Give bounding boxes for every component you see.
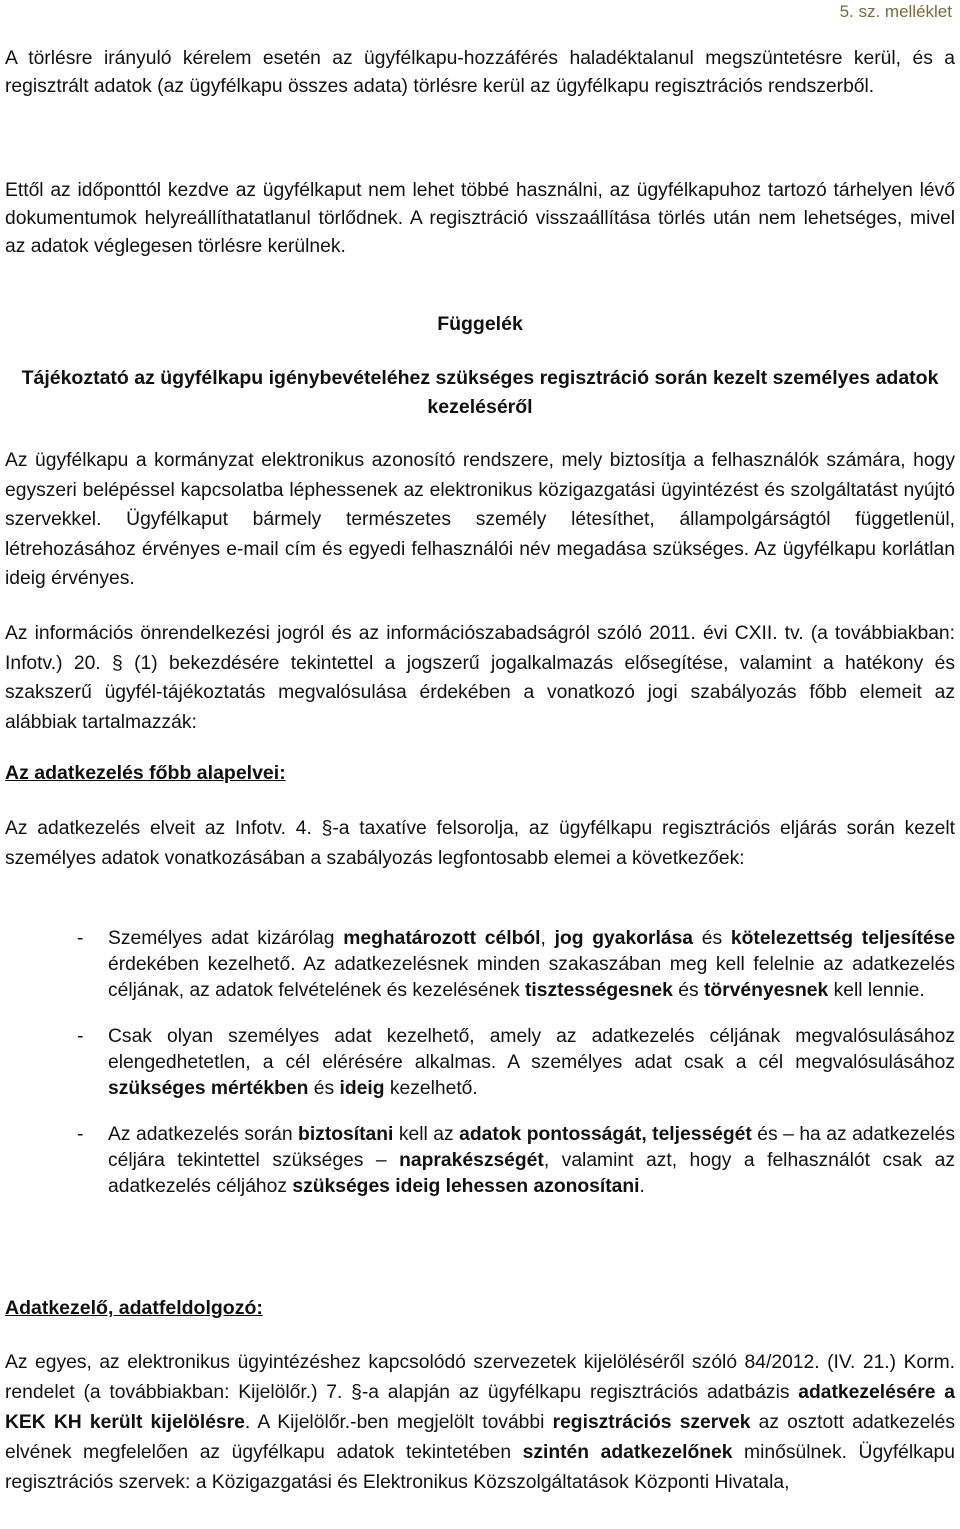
appendix-subtitle: Tájékoztató az ügyfélkapu igénybevételéhez szükséges regisztráció során kezelt személyes adatok kezeléséről [21,367,939,418]
bold-run: regisztrációs szervek [552,1412,751,1433]
text-run: Csak olyan személyes adat kezelhető, amely az adatkezelés céljának megvalósulásához elengedhetetlen, a cél elérésére alkalmas. A személyes adat csak a cél megvalósulásához [108,1026,955,1073]
text-run: és [308,1078,340,1099]
text-run: . [639,1176,645,1197]
appendix-paragraph-2: Az információs önrendelkezési jogról és az információszabadságról szóló 2011. évi CXII. tv. (a továbbiakban: Infotv.) 20. § (1) bekezdésére tekintettel a jogszerű jogalkalmazás elősegítése, valamint a hatékony és szakszerű ügyfél-tájékoztatás megvalósulása érdekében a vonatkozó jogi szabályozás főbb elemeit az alábbiak tartalmazzák: [5,623,955,733]
principles-list [5,926,955,1220]
controller-heading: Adatkezelő, adatfeldolgozó: [5,1297,263,1319]
text-run: Az egyes, az elektronikus ügyintézéshez kapcsolódó szervezetek kijelöléséről szóló 84/2012. (IV. 21.) Korm. rendelet (a továbbiakban: Kijelölőr.) 7. §-a alapján az ügyfélkapu regisztrációs adatbázis [5,1352,955,1403]
bold-run: kötelezettség teljesítése [730,928,956,949]
principles-heading: Az adatkezelés főbb alapelvei: [5,762,286,784]
text-run: és [693,928,731,949]
intro-paragraph-1: A törlésre irányuló kérelem esetén az ügyfélkapu-hozzáférés haladéktalanul megszüntetésre kerül, és a regisztrált adatok (az ügyfélkapu összes adata) törlésre kerül az ügyfélkapu regisztrációs rendszerből. [5,48,955,97]
bold-run: törvényesnek [703,980,829,1001]
bold-run: szintén adatkezelőnek [522,1442,733,1463]
list-dash: - [77,1026,84,1047]
intro-paragraph-2: Ettől az időponttól kezdve az ügyfélkaput nem lehet többé használni, az ügyfélkapuhoz tartozó tárhelyen lévő dokumentumok helyreállíthatatlanul törlődnek. A regisztráció visszaállítása törlés után nem lehetséges, mivel az adatok véglegesen törlésre kerülnek. [5,180,955,257]
list-item [5,1024,955,1102]
list-item [5,926,955,1004]
text-run: és [672,980,704,1001]
bold-run: tisztességesnek [524,980,673,1001]
bold-run: jog gyakorlása [554,928,694,949]
annex-label: 5. sz. melléklet [839,2,952,21]
text-run: kell az [393,1124,460,1145]
text-run: az osztott adatkezelés elvének megfelelően az ügyfélkapu adatok tekintetében [5,1412,955,1463]
list-dash: - [77,928,84,949]
text-run: kezelhető. [384,1078,478,1099]
text-run: , valamint azt, hogy a felhasználót csak az adatkezelés céljához [108,1150,955,1197]
controller-paragraph [5,1348,955,1498]
text-run: Az adatkezelés során [108,1124,299,1145]
bold-run: naprakészségét [399,1150,544,1171]
list-item [5,1122,955,1200]
bold-run: meghatározott célból [343,928,541,949]
list-dash: - [77,1124,84,1145]
bold-run: adatkezelésére a KEK KH került kijelölésre [5,1382,955,1433]
text-run: minősülnek. Ügyfélkapu regisztrációs szervek: a Közigazgatási és Elektronikus Közszolgáltatások Központi Hivatala, [5,1442,955,1493]
bold-run: szükséges ideig lehessen azonosítani [292,1176,640,1197]
bold-run: adatok pontosságát, teljességét [459,1124,752,1145]
text-run: kell lennie. [828,980,925,1001]
bold-run: ideig [339,1078,385,1099]
principles-intro: Az adatkezelés elveit az Infotv. 4. §-a taxatíve felsorolja, az ügyfélkapu regisztrációs eljárás során kezelt személyes adatok vonatkozásában a szabályozás legfontosabb elemei a következőek: [5,818,955,869]
bold-run: biztosítani [298,1124,394,1145]
text-run: , [540,928,555,949]
appendix-paragraph-1: Az ügyfélkapu a kormányzat elektronikus azonosító rendszere, mely biztosítja a felhasználók számára, hogy egyszeri belépéssel kapcsolatba léphessenek az elektronikus közigazgatási ügyintézést és szolgáltatást nyújtó szervekkel. Ügyfélkaput bármely természetes személy létesíthet, állampolgárságtól függetlenül, létrehozásához érvényes e-mail cím és egyedi felhasználói név megadása szükséges. Az ügyfélkapu korlátlan ideig érvényes. [5,450,955,589]
text-run: érdekében kezelhető. Az adatkezelésnek minden szakaszában meg kell felelnie az adatkezelés céljának, az adatok felvételének és kezelésének [108,954,955,1001]
text-run: Személyes adat kizárólag [108,928,344,949]
text-run: . A Kijelölőr.-ben megjelölt további [244,1412,553,1433]
bold-run: szükséges mértékben [108,1078,309,1099]
text-run: és – ha az adatkezelés céljára tekintettel szükséges – [108,1124,955,1171]
appendix-title: Függelék [437,313,523,335]
